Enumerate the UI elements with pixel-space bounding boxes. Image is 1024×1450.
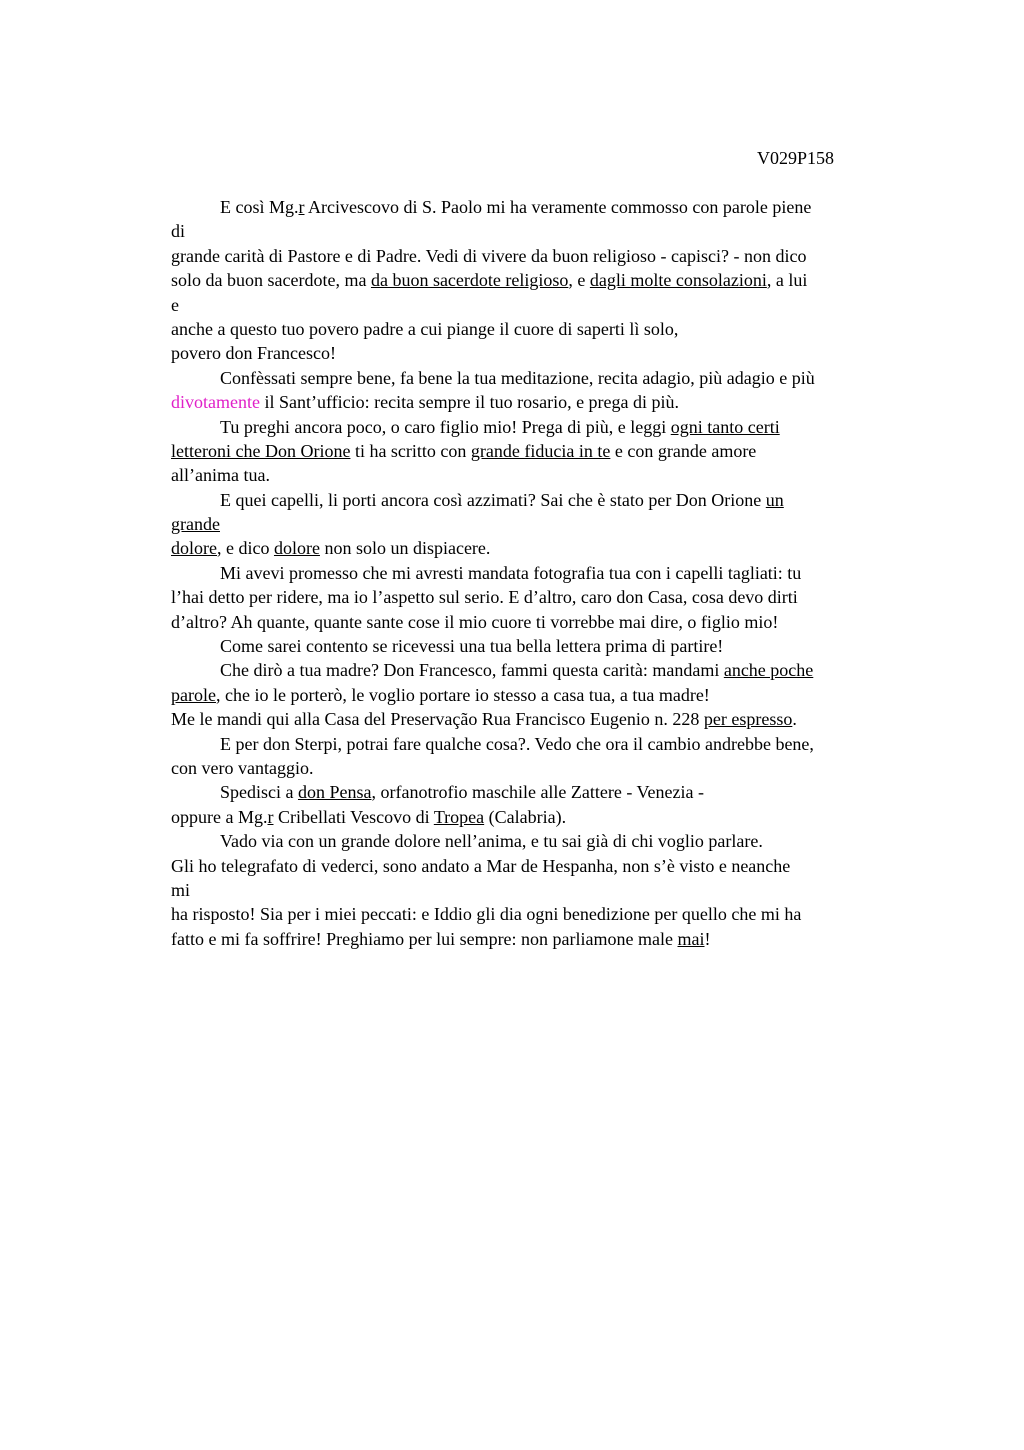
text-line	[171, 780, 911, 804]
text-line	[171, 512, 911, 536]
text-segment: Come sarei contento se ricevessi una tua bella lettera prima di partire!	[220, 636, 724, 657]
text-segment: e con grande amore	[610, 440, 757, 461]
underlined-text: per espresso	[703, 709, 793, 730]
text-line	[171, 415, 911, 439]
text-segment: ha risposto! Sia per i miei peccati: e Iddio gli dia ogni benedizione per quello che mi ha	[171, 904, 802, 925]
text-segment: , che io le porterò, le voglio portare io stesso a casa tua, a tua madre!	[215, 684, 710, 705]
text-segment: E così Mg.	[220, 197, 299, 217]
text-line	[171, 854, 911, 878]
text-segment: Me le mandi qui alla Casa del Preservação Rua Francisco Eugenio n. 228	[171, 709, 704, 730]
page-id: V029P158	[757, 148, 835, 168]
underlined-text: r	[267, 806, 274, 827]
text-line	[171, 683, 911, 707]
text-segment: il Sant’ufficio: recita sempre il tuo rosario, e prega di più.	[259, 392, 680, 413]
text-line	[171, 658, 911, 682]
text-segment: grande carità di Pastore e di Padre. Vedi di vivere da buon religioso - capisci? - non dico	[171, 245, 807, 266]
text-line	[171, 293, 911, 317]
text-segment: E quei capelli, li porti ancora così azzimati? Sai che è stato per Don Orione	[220, 489, 766, 510]
underlined-text: r	[298, 197, 305, 217]
text-segment: Arcivescovo di S. Paolo mi ha veramente commosso con parole piene	[304, 197, 812, 217]
text-line	[171, 244, 911, 268]
text-line	[171, 707, 911, 731]
text-segment: Che dirò a tua madre? Don Francesco, fammi questa carità: mandami	[220, 660, 724, 681]
underlined-text: parole	[171, 684, 216, 705]
text-line	[171, 878, 911, 902]
text-segment: all’anima tua.	[171, 465, 270, 486]
text-segment: , orfanotrofio maschile alle Zattere - Venezia -	[371, 782, 705, 803]
text-line	[171, 317, 911, 341]
text-line	[171, 634, 911, 658]
underlined-text: da buon sacerdote religioso	[370, 270, 569, 291]
text-segment: .	[792, 709, 797, 730]
text-line	[171, 341, 911, 365]
text-segment: oppure a Mg.	[171, 806, 268, 827]
text-segment: , e	[568, 270, 590, 291]
text-segment: Vado via con un grande dolore nell’anima, e tu sai già di chi voglio parlare.	[220, 831, 763, 852]
text-segment: povero don Francesco!	[171, 343, 336, 364]
text-segment: Gli ho telegrafato di vederci, sono andato a Mar de Hespanha, non s’è visto e neanche	[171, 855, 791, 876]
text-segment: , a lui	[766, 270, 808, 291]
text-segment: E per don Sterpi, potrai fare qualche cosa?. Vedo che ora il cambio andrebbe bene,	[220, 733, 814, 754]
text-line	[171, 732, 911, 756]
text-segment: !	[704, 928, 711, 949]
underlined-text: dolore	[171, 538, 217, 559]
text-segment: anche a questo tuo povero padre a cui piange il cuore di saperti lì solo,	[171, 318, 679, 339]
text-line	[171, 610, 911, 634]
text-line	[171, 219, 911, 243]
text-line	[171, 829, 911, 853]
underlined-text: grande fiducia in te	[470, 440, 611, 461]
text-segment: e	[171, 294, 179, 315]
text-line	[171, 927, 911, 951]
text-line	[171, 195, 911, 219]
text-segment: Spedisci a	[220, 782, 298, 803]
text-segment: Mi avevi promesso che mi avresti mandata fotografia tua con i capelli tagliati: tu	[220, 562, 802, 583]
text-segment: (Calabria).	[484, 806, 567, 827]
text-segment: solo da buon sacerdote, ma	[171, 270, 371, 291]
underlined-text: ogni tanto certi	[670, 416, 780, 437]
text-line	[171, 561, 911, 585]
underlined-text: letteroni che Don Orione	[171, 440, 351, 461]
text-segment: Cribellati Vescovo di	[273, 806, 434, 827]
underlined-text: dolore	[273, 538, 320, 559]
text-line	[171, 805, 911, 829]
underlined-text: don Pensa	[298, 782, 372, 803]
text-segment: d’altro? Ah quante, quante sante cose il mio cuore ti vorrebbe mai dire, o figlio mio!	[171, 611, 779, 632]
text-line	[171, 390, 911, 414]
text-line	[171, 439, 911, 463]
underlined-text: grande	[171, 514, 220, 535]
highlighted-text: divotamente	[171, 392, 260, 413]
underlined-text: un	[765, 489, 784, 510]
text-segment: di	[171, 221, 186, 242]
text-line	[171, 268, 911, 292]
underlined-text: anche poche	[723, 660, 814, 681]
text-line	[171, 756, 911, 780]
text-line	[171, 585, 911, 609]
underlined-text: dagli molte consolazioni	[589, 270, 767, 291]
text-line	[171, 366, 911, 390]
text-line	[171, 488, 911, 512]
text-segment: ti ha scritto con	[350, 440, 471, 461]
text-segment: mi	[171, 879, 191, 900]
underlined-text: mai	[677, 928, 705, 949]
underlined-text: Tropea	[433, 806, 485, 827]
text-segment: Tu preghi ancora poco, o caro figlio mio! Prega di più, e leggi	[220, 416, 671, 437]
text-segment: l’hai detto per ridere, ma io l’aspetto sul serio. E d’altro, caro don Casa, cosa devo dirti	[171, 587, 798, 608]
text-line	[171, 463, 911, 487]
letter-body	[171, 195, 911, 951]
text-segment: fatto e mi fa soffrire! Preghiamo per lui sempre: non parliamone male	[171, 928, 678, 949]
text-segment: non solo un dispiacere.	[319, 538, 491, 559]
text-segment: Confèssati sempre bene, fa bene la tua meditazione, recita adagio, più adagio e più	[220, 367, 815, 388]
text-line	[171, 902, 911, 926]
text-segment: con vero vantaggio.	[171, 757, 314, 778]
text-line	[171, 536, 911, 560]
text-segment: , e dico	[216, 538, 274, 559]
